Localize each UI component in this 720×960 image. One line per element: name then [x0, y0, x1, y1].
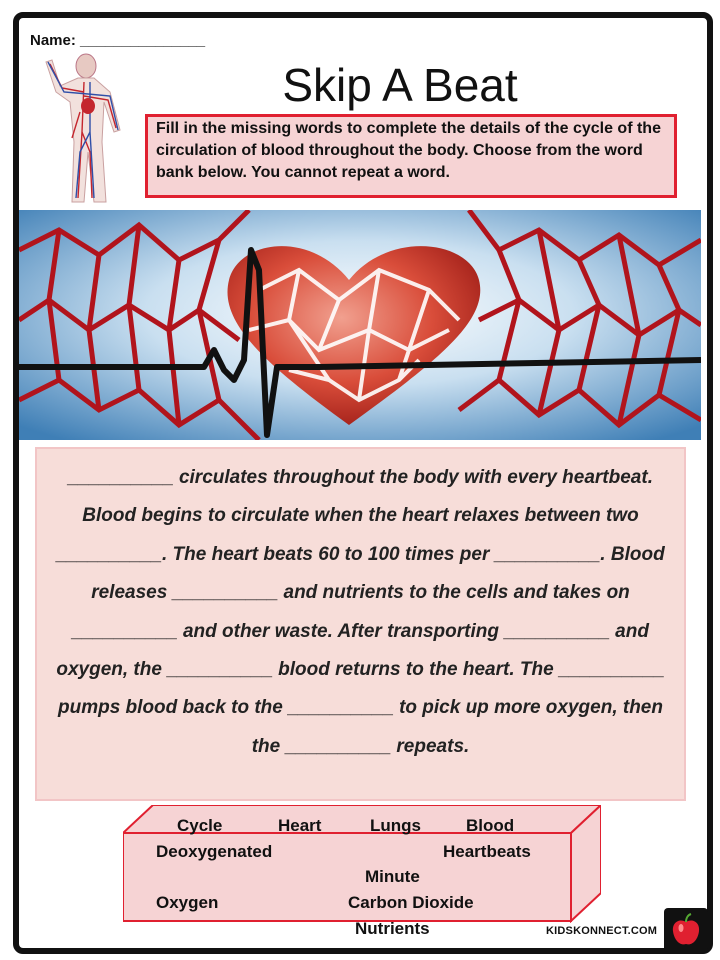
heart-network-ecg-image [19, 210, 701, 440]
word-bank-item: Heartbeats [443, 842, 531, 861]
word-bank-item: Blood [466, 816, 515, 835]
word-bank-item: Minute [365, 867, 420, 886]
word-bank-item: Nutrients [355, 919, 430, 938]
circulatory-system-illustration [28, 52, 133, 204]
passage-text: __________ circulates throughout the body with every heartbeat. Blood begins to circulate when the heart relaxes between two __________. The heart beats 60 to 100 times per __________. Blood releases __________ and nutrients to the cells and takes on __________ and other waste. After transporting __________ and oxygen, the __________ blood returns to the heart. The __________ pumps blood back to the __________ to pick up more oxygen, then the __________ repeats. [56, 467, 665, 757]
name-field-label: Name: _______________ [30, 32, 206, 49]
word-bank-item: Carbon Dioxide [348, 893, 474, 912]
word-bank-item: Lungs [370, 816, 421, 835]
fill-in-passage [35, 447, 686, 801]
word-bank-item: Oxygen [156, 893, 219, 912]
page-title: Skip A Beat [282, 59, 518, 111]
brand-footer: KIDSKONNECT.COM [546, 925, 658, 937]
apple-icon [664, 908, 708, 952]
word-bank-item: Cycle [177, 816, 223, 835]
word-bank-item: Heart [278, 816, 322, 835]
word-bank-item: Deoxygenated [156, 842, 273, 861]
instructions-box: Fill in the missing words to complete the details of the cycle of the circulation of blood throughout the body. Choose from the word bank below. You cannot repeat a word. [145, 114, 677, 198]
